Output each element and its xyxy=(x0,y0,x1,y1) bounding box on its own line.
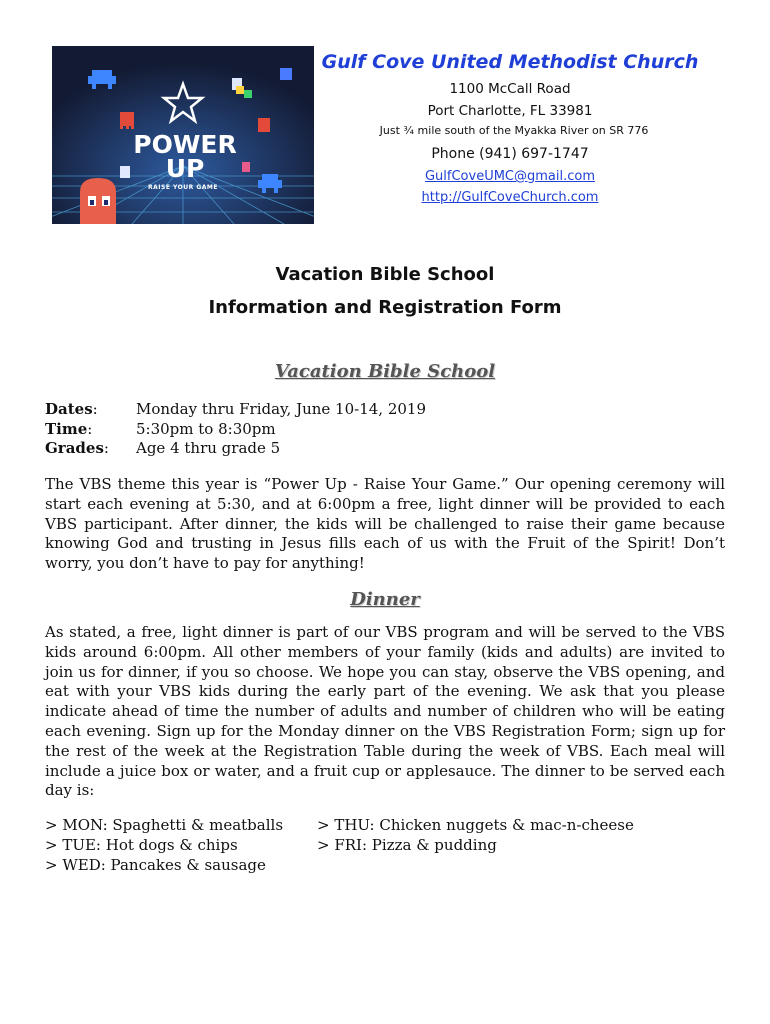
logo-title-power: POWER xyxy=(133,130,237,159)
detail-row-dates xyxy=(45,400,725,420)
detail-row-grades xyxy=(45,439,725,459)
ghost-icon-blue-top xyxy=(280,68,292,80)
ghost-icon-red-right xyxy=(258,118,270,132)
dinner-paragraph: As stated, a free, light dinner is part of our VBS program and will be served to the VBS kids around 6:00pm. All other members of your family (kids and adults) are invited to join us for dinner, if you so choose. We hope you can stay, observe the VBS opening, and eat with your VBS kids during the early part of the evening. We ask that you please indicate ahead of time the number of adults and number of children who will be eating each evening. Sign up for the Monday dinner on the VBS Registration Form; sign up for the rest of the week at the Registration Table during the week of VBS. Each meal will include a juice box or water, and a fruit cup or applesauce. The dinner to be served each day is: xyxy=(45,623,725,800)
vbs-section-heading: Vacation Bible School xyxy=(274,361,496,382)
dinner-menu xyxy=(45,816,725,875)
detail-value: Age 4 thru grade 5 xyxy=(136,439,281,457)
detail-value: Monday thru Friday, June 10-14, 2019 xyxy=(136,400,426,418)
menu-item-tue: > TUE: Hot dogs & chips xyxy=(45,835,238,854)
church-header xyxy=(320,50,700,208)
menu-item-thu: > THU: Chicken nuggets & mac-n-cheese xyxy=(317,816,634,834)
church-phone: Phone (941) 697-1747 xyxy=(431,146,589,162)
menu-column-left xyxy=(45,816,317,875)
menu-item-wed: > WED: Pancakes & sausage xyxy=(45,855,266,874)
dinner-section-heading: Dinner xyxy=(350,589,420,610)
church-address-line1: 1100 McCall Road xyxy=(449,81,571,97)
logo-title-up: UP xyxy=(165,154,205,183)
menu-item-mon: > MON: Spaghetti & meatballs xyxy=(45,816,284,834)
detail-label: Grades: xyxy=(45,439,109,457)
document-title xyxy=(0,258,770,324)
ghost-icon-red-left xyxy=(120,112,134,129)
detail-label: Time: xyxy=(45,419,93,438)
detail-row-time xyxy=(45,420,725,440)
church-website-link[interactable]: http://GulfCoveChurch.com xyxy=(421,190,599,205)
document-title-line1: Vacation Bible School xyxy=(275,264,495,285)
document-title-line2: Information and Registration Form xyxy=(208,297,562,318)
vbs-details xyxy=(45,400,725,459)
vbs-theme-paragraph: The VBS theme this year is “Power Up - Raise Your Game.” Our opening ceremony will start each evening at 5:30, and at 6:00pm a free, light dinner will be provided to each VBS participant. After dinner, the kids will be challenged to raise their game because knowing God and trusting in Jesus fills each of us with the Fruit of the Spirit! Don’t worry, you don’t have to pay for anything! xyxy=(45,475,725,573)
church-name: Gulf Cove United Methodist Church xyxy=(321,51,699,73)
church-directions: Just ¾ mile south of the Myakka River on SR 776 xyxy=(379,124,649,137)
vbs-logo xyxy=(52,46,314,224)
detail-value: 5:30pm to 8:30pm xyxy=(136,419,276,438)
church-email-link[interactable]: GulfCoveUMC@gmail.com xyxy=(424,169,596,184)
menu-column-right xyxy=(317,816,725,875)
detail-label: Dates: xyxy=(45,400,98,418)
logo-tagline: RAISE YOUR GAME xyxy=(148,184,218,191)
menu-item-fri: > FRI: Pizza & pudding xyxy=(317,835,497,854)
church-address-line2: Port Charlotte, FL 33981 xyxy=(427,103,593,119)
